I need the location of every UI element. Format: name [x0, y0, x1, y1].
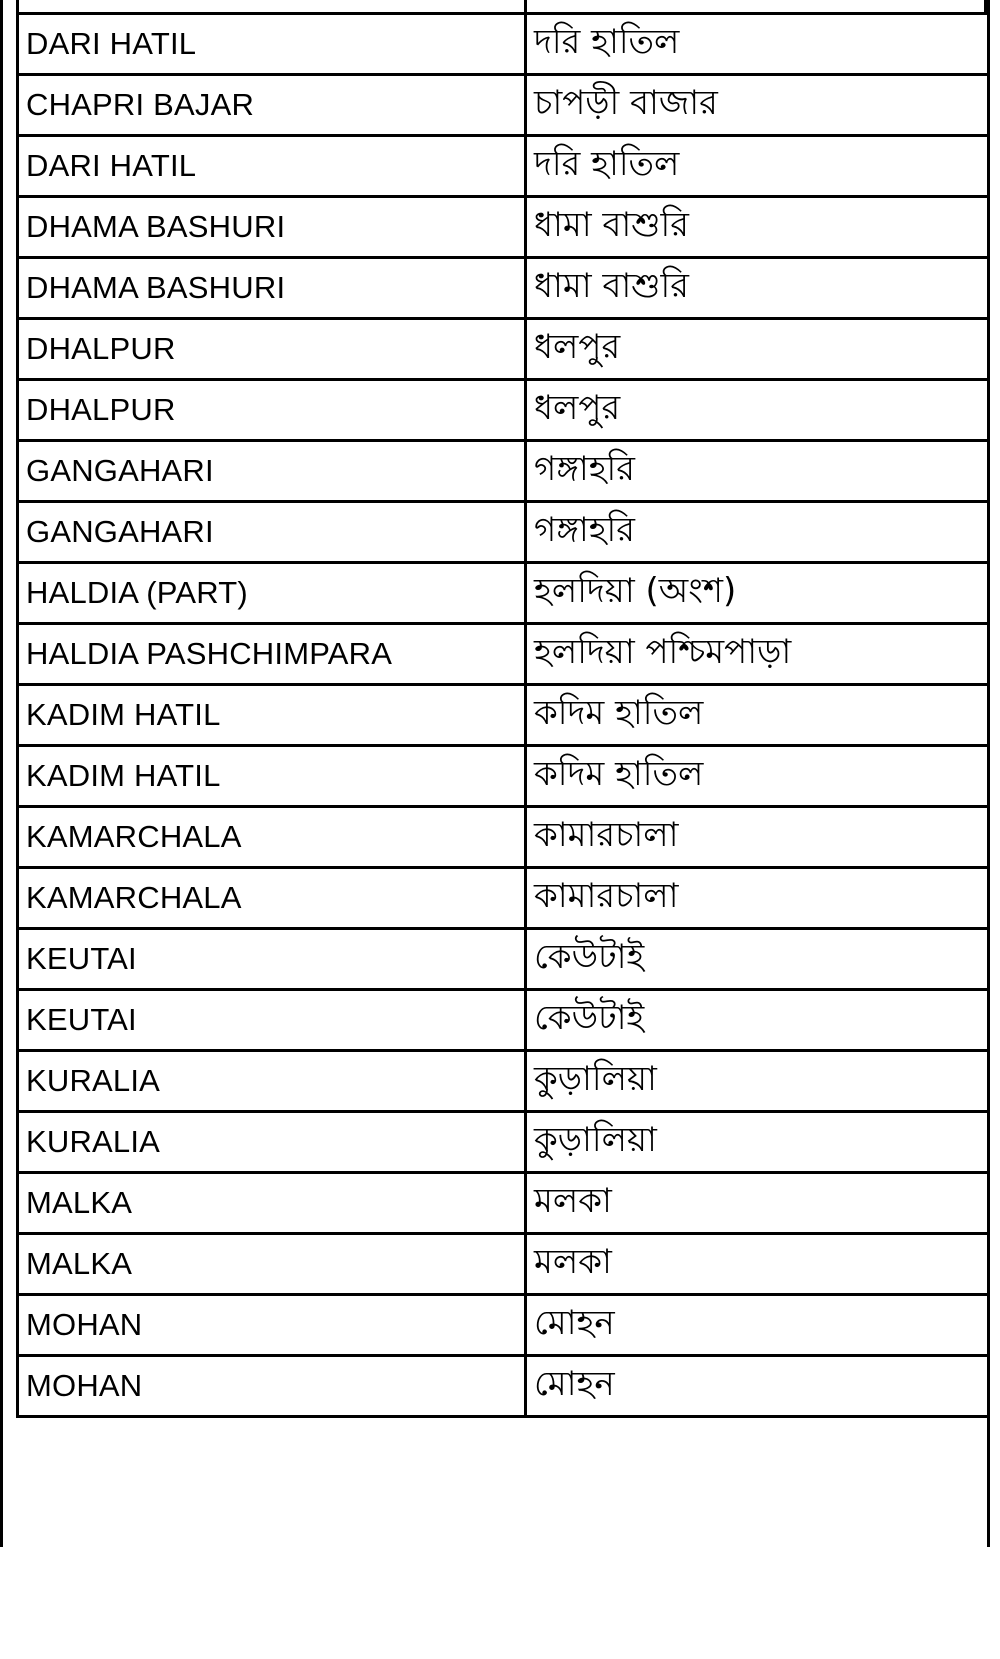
english-name-cell: GANGAHARI: [18, 502, 526, 563]
english-name-cell: KURALIA: [18, 1051, 526, 1112]
english-name-cell: DHALPUR: [18, 319, 526, 380]
place-names-table: [16, 12, 990, 1418]
bengali-name-cell: কামারচালা: [526, 807, 989, 868]
english-name-cell: DHAMA BASHURI: [18, 197, 526, 258]
table-row: [18, 929, 989, 990]
english-name-cell: KADIM HATIL: [18, 685, 526, 746]
table-row: [18, 746, 989, 807]
table-row: [18, 441, 989, 502]
bengali-name-cell: ধলপুর: [526, 319, 989, 380]
english-name-cell: KADIM HATIL: [18, 746, 526, 807]
english-name-cell: HALDIA PASHCHIMPARA: [18, 624, 526, 685]
english-name-cell: HALDIA (PART): [18, 563, 526, 624]
table-row: [18, 197, 989, 258]
table-row: [18, 1173, 989, 1234]
english-name-cell: KAMARCHALA: [18, 807, 526, 868]
bengali-name-cell: হলদিয়া (অংশ): [526, 563, 989, 624]
table-row: [18, 14, 989, 75]
bengali-name-cell: চাপড়ী বাজার: [526, 75, 989, 136]
table-row: [18, 1295, 989, 1356]
table-row: [18, 563, 989, 624]
english-name-cell: DHALPUR: [18, 380, 526, 441]
english-name-cell: MALKA: [18, 1234, 526, 1295]
english-name-cell: MOHAN: [18, 1295, 526, 1356]
english-name-cell: MALKA: [18, 1173, 526, 1234]
bengali-name-cell: কুড়ালিয়া: [526, 1051, 989, 1112]
english-name-cell: GANGAHARI: [18, 441, 526, 502]
english-name-cell: DARI HATIL: [18, 14, 526, 75]
column-divider-stub: [524, 0, 527, 12]
table-row: [18, 868, 989, 929]
bengali-name-cell: দরি হাতিল: [526, 14, 989, 75]
bengali-name-cell: মলকা: [526, 1234, 989, 1295]
table-row: [18, 380, 989, 441]
bengali-name-cell: কামারচালা: [526, 868, 989, 929]
bengali-name-cell: মলকা: [526, 1173, 989, 1234]
table-row: [18, 75, 989, 136]
bengali-name-cell: ধামা বাশুরি: [526, 197, 989, 258]
table-row: [18, 502, 989, 563]
english-name-cell: DHAMA BASHURI: [18, 258, 526, 319]
left-border-rule: [0, 0, 3, 1547]
table-row: [18, 1234, 989, 1295]
bengali-name-cell: কদিম হাতিল: [526, 746, 989, 807]
bengali-name-cell: কেউটাই: [526, 929, 989, 990]
english-name-cell: CHAPRI BAJAR: [18, 75, 526, 136]
english-name-cell: KURALIA: [18, 1112, 526, 1173]
bengali-name-cell: গঙ্গাহরি: [526, 502, 989, 563]
bengali-name-cell: কদিম হাতিল: [526, 685, 989, 746]
bengali-name-cell: ধামা বাশুরি: [526, 258, 989, 319]
bengali-name-cell: মোহন: [526, 1295, 989, 1356]
bengali-name-cell: দরি হাতিল: [526, 136, 989, 197]
table-top-stub: [16, 0, 987, 12]
table-row: [18, 1356, 989, 1417]
bengali-name-cell: কেউটাই: [526, 990, 989, 1051]
english-name-cell: KAMARCHALA: [18, 868, 526, 929]
table-row: [18, 136, 989, 197]
table-row: [18, 990, 989, 1051]
table-row: [18, 1112, 989, 1173]
bengali-name-cell: ধলপুর: [526, 380, 989, 441]
table-row: [18, 1051, 989, 1112]
table-row: [18, 685, 989, 746]
english-name-cell: KEUTAI: [18, 929, 526, 990]
bengali-name-cell: কুড়ালিয়া: [526, 1112, 989, 1173]
table-row: [18, 258, 989, 319]
english-name-cell: MOHAN: [18, 1356, 526, 1417]
table-row: [18, 807, 989, 868]
english-name-cell: DARI HATIL: [18, 136, 526, 197]
table-body: [18, 14, 989, 1417]
english-name-cell: KEUTAI: [18, 990, 526, 1051]
bengali-name-cell: হলদিয়া পশ্চিমপাড়া: [526, 624, 989, 685]
table-row: [18, 624, 989, 685]
table-row: [18, 319, 989, 380]
bengali-name-cell: মোহন: [526, 1356, 989, 1417]
bengali-name-cell: গঙ্গাহরি: [526, 441, 989, 502]
